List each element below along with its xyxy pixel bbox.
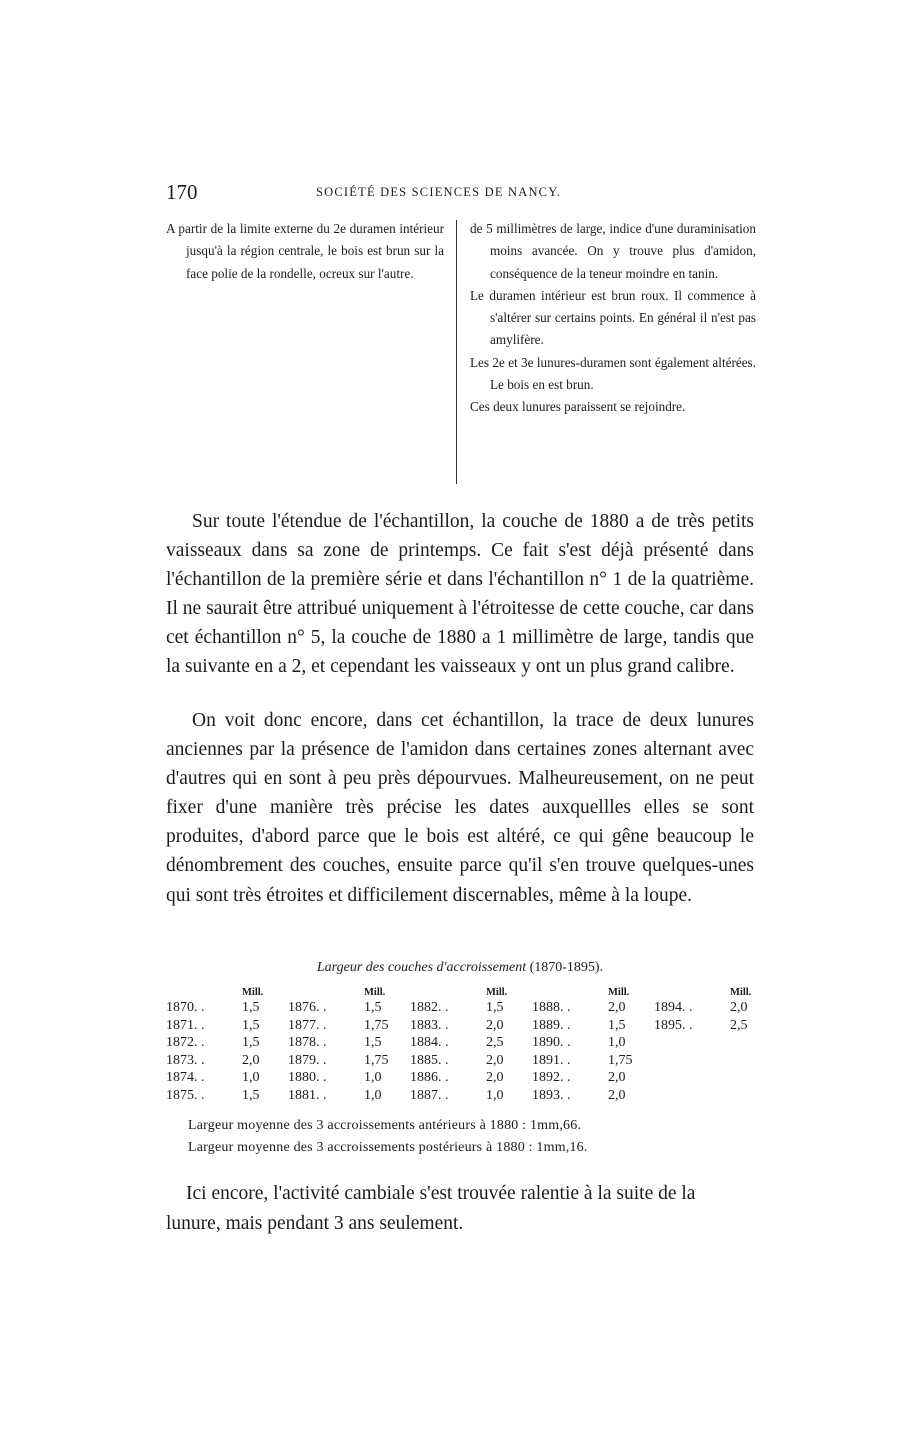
table-cell-width: 1,0	[364, 1087, 382, 1103]
table-spacer	[166, 986, 242, 999]
table-unit-row	[166, 986, 776, 999]
notes-left-column	[166, 218, 444, 285]
table-cell-width: 1,5	[242, 1000, 260, 1015]
table-cell-width: 2,0	[608, 1070, 626, 1085]
table-cell-year	[654, 1087, 730, 1105]
table-cell-year: 1877. .	[288, 1017, 327, 1033]
table-cell-width: 1,5	[364, 1035, 382, 1050]
table-row	[166, 1017, 776, 1035]
table-cell-year: 1884. .	[410, 1035, 449, 1050]
table-unit-label: Mill.	[486, 987, 508, 998]
table-cell-year: 1875. .	[166, 1087, 205, 1103]
notes-right-column	[470, 218, 756, 419]
table-caption-text: Largeur des couches d'accroissement	[316, 960, 527, 975]
table-cell-year: 1894. .	[654, 1000, 693, 1015]
table-cell-year: 1890. .	[532, 1035, 571, 1050]
table-cell-year: 1886. .	[410, 1070, 449, 1085]
table-cell-width: 1,0	[608, 1035, 626, 1050]
table-row	[166, 999, 776, 1017]
table-cell-width: 1,5	[242, 1035, 260, 1050]
note-right-1: de 5 millimètres de large, indice d'une duraminisation moins avancée. On y trouve plus d'amidon, conséquence de la teneur moindre en tanin.	[470, 221, 756, 281]
table-unit-label: Mill.	[730, 987, 752, 998]
table-cell-width: 1,0	[364, 1070, 382, 1085]
table-cell-year: 1874. .	[166, 1070, 205, 1085]
body-paragraph-2: On voit donc encore, dans cet échantillon, la trace de deux lunures anciennes par la présence de l'amidon dans certaines zones alternant avec d'autres qui en sont à peu près dépourvues. Malheureusement, on ne peut fixer d'une manière très précise les dates auxquellles elles se sont produites, d'abord parce que le bois est altéré, ce qui gêne beaucoup le dénombrement des couches, ensuite parce qu'il s'en trouve quelques-unes qui sont très étroites et difficilement discernables, même à la loupe.	[166, 710, 754, 906]
average-after-1880: Largeur moyenne des 3 accroissements postérieurs à 1880 : 1mm,16.	[188, 1140, 588, 1155]
note-right-4: Ces deux lunures paraissent se rejoindre.	[470, 399, 686, 415]
table-cell-year: 1889. .	[532, 1017, 571, 1033]
table-cell-width: 2,5	[730, 1017, 748, 1033]
table-row	[166, 1087, 776, 1105]
growth-table	[166, 986, 758, 1104]
table-cell-width	[730, 1069, 776, 1087]
table-cell-width: 2,0	[486, 1070, 504, 1085]
table-cell-width: 1,75	[608, 1052, 633, 1068]
table-cell-width: 1,5	[242, 1017, 260, 1033]
table-cell-year: 1895. .	[654, 1017, 693, 1033]
table-row	[166, 1069, 776, 1087]
table-row	[166, 1034, 776, 1052]
table-caption-years: (1870-1895).	[529, 960, 604, 975]
table-cell-width	[730, 1052, 776, 1070]
page-header	[166, 180, 754, 204]
table-cell-width	[730, 1087, 776, 1105]
table-cell-year	[654, 1034, 730, 1052]
table-cell-year: 1879. .	[288, 1052, 327, 1068]
average-before-1880: Largeur moyenne des 3 accroissements antérieurs à 1880 : 1mm,66.	[188, 1118, 582, 1133]
table-cell-year: 1891. .	[532, 1052, 571, 1068]
table-spacer	[410, 986, 486, 999]
table-spacer	[288, 986, 364, 999]
table-cell-year: 1871. .	[166, 1017, 205, 1033]
table-unit-label: Mill.	[364, 987, 386, 998]
table-cell-width: 2,0	[486, 1017, 504, 1033]
table-cell-width: 1,75	[364, 1017, 389, 1033]
table-cell-year: 1883. .	[410, 1017, 449, 1033]
table-cell-width: 2,0	[242, 1052, 260, 1068]
table-cell-width	[730, 1034, 776, 1052]
table-cell-width: 1,5	[608, 1017, 626, 1033]
table-spacer	[532, 986, 608, 999]
table-unit-label: Mill.	[608, 987, 630, 998]
table-cell-width: 2,5	[486, 1035, 504, 1050]
table-cell-width: 1,5	[364, 1000, 382, 1015]
table-cell-year: 1872. .	[166, 1035, 205, 1050]
note-right-2: Le duramen intérieur est brun roux. Il commence à s'altérer sur certains points. En général il n'est pas amylifère.	[470, 287, 756, 348]
table-cell-year: 1887. .	[410, 1087, 449, 1103]
table-cell-year: 1870. .	[166, 1000, 205, 1015]
table-cell-year: 1876. .	[288, 1000, 327, 1015]
table-cell-year: 1882. .	[410, 1000, 449, 1015]
table-cell-year: 1878. .	[288, 1035, 327, 1050]
body-paragraph-1: Sur toute l'étendue de l'échantillon, la couche de 1880 a de très petits vaisseaux dans sa zone de printemps. Ce fait s'est déjà présenté dans l'échantillon de la première série et dans l'échantillon n° 1 de la quatrième. Il ne saurait être attribué uniquement à l'étroitesse de cette couche, car dans cet échantillon n° 5, la couche de 1880 a 1 millimètre de large, tandis que la suivante en a 2, et cependant les vaisseaux y ont un plus grand calibre.	[166, 511, 754, 678]
table-cell-width: 1,5	[242, 1087, 260, 1103]
table-caption	[166, 960, 754, 976]
page-number: 170	[166, 180, 198, 204]
table-cell-year: 1888. .	[532, 1000, 571, 1015]
table-cell-width: 2,0	[730, 1000, 748, 1015]
column-divider	[456, 220, 457, 484]
table-cell-year: 1881. .	[288, 1087, 327, 1103]
table-row	[166, 1052, 776, 1070]
table-unit-label: Mill.	[242, 987, 264, 998]
note-right-3: Les 2e et 3e lunures-duramen sont également altérées. Le bois en est brun.	[470, 354, 756, 393]
table-cell-width: 1,0	[242, 1070, 260, 1085]
table-cell-width: 1,5	[486, 1000, 504, 1015]
table-cell-width: 1,0	[486, 1087, 504, 1103]
table-cell-year: 1885. .	[410, 1052, 449, 1068]
table-cell-width: 1,75	[364, 1052, 389, 1068]
note-left-1: A partir de la limite externe du 2e duramen intérieur jusqu'à la région centrale, le bois est brun sur la face polie de la rondelle, ocreux sur l'autre.	[166, 221, 444, 281]
running-title: SOCIÉTÉ DES SCIENCES DE NANCY.	[316, 185, 562, 199]
table-cell-year: 1880. .	[288, 1070, 327, 1085]
closing-paragraph: Ici encore, l'activité cambiale s'est trouvée ralentie à la suite de la lunure, mais pendant 3 ans seulement.	[166, 1183, 696, 1234]
table-cell-width: 2,0	[486, 1052, 504, 1068]
table-spacer	[654, 986, 730, 999]
table-cell-width: 2,0	[608, 1000, 626, 1015]
table-cell-year: 1873. .	[166, 1052, 205, 1068]
table-cell-year: 1893. .	[532, 1087, 571, 1103]
table-cell-year: 1892. .	[532, 1070, 571, 1085]
table-cell-year	[654, 1069, 730, 1087]
table-cell-width: 2,0	[608, 1087, 626, 1103]
table-cell-year	[654, 1052, 730, 1070]
